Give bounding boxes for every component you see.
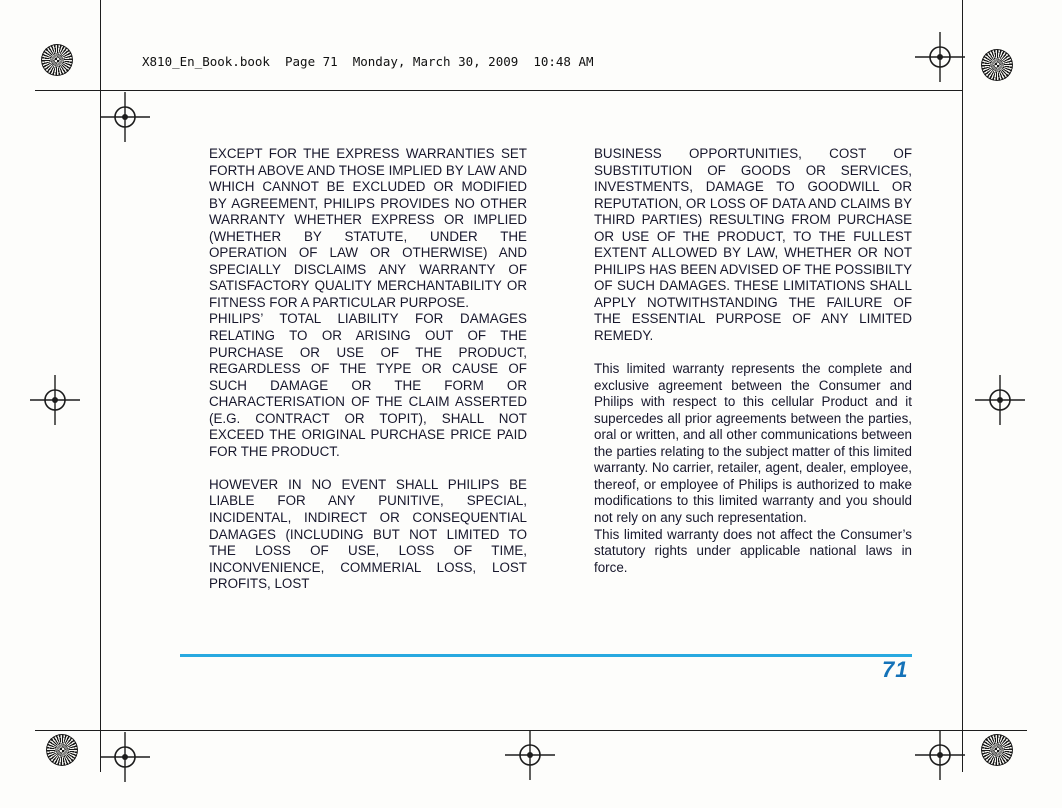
paragraph-damages-limitations: BUSINESS OPPORTUNITIES, COST OF SUBSTITUTION OF GOODS OR SERVICES, INVESTMENTS, DAMAGE TO GOODWILL OR REPUTATION, OR LOSS OF DATA AND CLAIMS BY THIRD PARTIES) RESULTING FROM PURCHASE OR USE OF THE PRODUCT, TO THE FULLEST EXTENT ALLOWED BY LAW, WHETHER OR NOT PHILIPS HAS BEEN ADVISED OF THE POSSIBILTY OF SUCH DAMAGES. THESE LIMITATIONS SHALL APPLY NOTWITHSTANDING THE FAILURE OF THE ESSENTIAL PURPOSE OF ANY LIMITED REMEDY.	[594, 146, 912, 344]
crop-line-top	[35, 90, 963, 91]
paragraph-statutory-rights: This limited warranty does not affect the Consumer’s statutory rights under applicable national laws in force.	[594, 526, 912, 575]
registration-crosshair-icon	[100, 92, 150, 142]
registration-sunburst-icon	[981, 49, 1013, 81]
document-header-info: X810_En_Book.book Page 71 Monday, March 30, 2009 10:48 AM	[142, 54, 594, 69]
page-number: 71	[882, 657, 909, 682]
registration-crosshair-icon	[505, 730, 555, 780]
registration-crosshair-icon	[915, 32, 965, 82]
registration-sunburst-icon	[46, 734, 78, 766]
right-text-column	[594, 146, 912, 576]
crop-line-right	[962, 0, 963, 772]
paragraph-warranty-disclaimer: EXCEPT FOR THE EXPRESS WARRANTIES SET FORTH ABOVE AND THOSE IMPLIED BY LAW AND WHICH CANNOT BE EXCLUDED OR MODIFIED BY AGREEMENT, PHILIPS PROVIDES NO OTHER WARRANTY WHETHER EXPRESS OR IMPLIED (WHETHER BY STATUTE, UNDER THE OPERATION OF LAW OR OTHERWISE) AND SPECIALLY DISCLAIMS ANY WARRANTY OF SATISFACTORY QUALITY MERCHANTABILITY OR FITNESS FOR A PARTICULAR PURPOSE.	[209, 146, 527, 310]
paragraph-no-event-liable: HOWEVER IN NO EVENT SHALL PHILIPS BE LIABLE FOR ANY PUNITIVE, SPECIAL, INCIDENTAL, INDIRECT OR CONSEQUENTIAL DAMAGES (INCLUDING BUT NOT LIMITED TO THE LOSS OF USE, LOSS OF TIME, INCONVENIENCE, COMMERIAL LOSS, LOST PROFITS, LOST	[209, 476, 527, 592]
paragraph-complete-agreement: This limited warranty represents the complete and exclusive agreement between the Consumer and Philips with respect to this cellular Product and it supercedes all prior agreements between the parties, oral or written, and all other communications between the parties relating to the subject matter of this limited warranty. No carrier, retailer, agent, dealer, employee, thereof, or employee of Philips is authorized to make modifications to this limited warranty and you should not rely on any such representation.	[594, 361, 912, 525]
paragraph-total-liability: PHILIPS’ TOTAL LIABILITY FOR DAMAGES RELATING TO OR ARISING OUT OF THE PURCHASE OR USE OF THE PRODUCT, REGARDLESS OF THE TYPE OR CAUSE OF SUCH DAMAGE OR THE FORM OR CHARACTERISATION OF THE CLAIM ASSERTED (E.G. CONTRACT OR TOPIT), SHALL NOT EXCEED THE ORIGINAL PURCHASE PRICE PAID FOR THE PRODUCT.	[209, 311, 527, 459]
footer-divider-rule	[180, 654, 912, 657]
registration-sunburst-icon	[981, 734, 1013, 766]
registration-crosshair-icon	[100, 732, 150, 782]
registration-crosshair-icon	[975, 375, 1025, 425]
registration-sunburst-icon	[41, 44, 73, 76]
left-text-column	[209, 146, 527, 593]
registration-crosshair-icon	[915, 730, 965, 780]
registration-crosshair-icon	[30, 375, 80, 425]
